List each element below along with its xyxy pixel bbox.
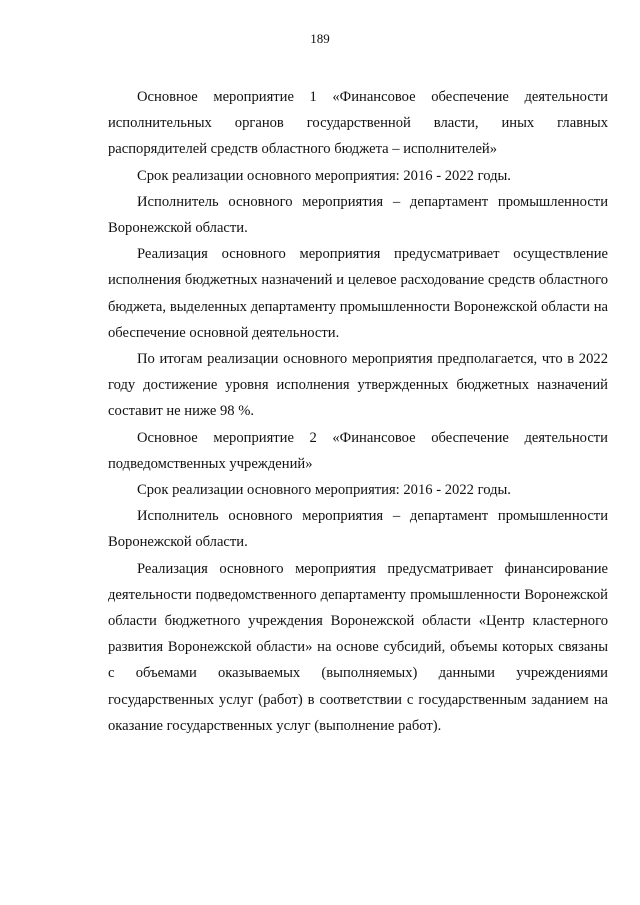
- paragraph-activity-1-results: По итогам реализации основного мероприятия предполагается, что в 2022 году достижение уровня исполнения утвержденных бюджетных назначений составит не ниже 98 %.: [108, 351, 608, 420]
- page-number: 189: [310, 31, 330, 46]
- paragraph-activity-1-implementation: Реализация основного мероприятия предусматривает осуществление исполнения бюджетных назначений и целевое расходование средств областного бюджета, выделенных департаменту промышленности Воронежской области на обеспечение основной деятельности.: [108, 246, 608, 341]
- paragraph-activity-2-executor: Исполнитель основного мероприятия – департамент промышленности Воронежской области.: [108, 508, 608, 551]
- paragraph-activity-1-period: Срок реализации основного мероприятия: 2016 - 2022 годы.: [137, 167, 511, 184]
- document-body: [108, 84, 608, 739]
- paragraph-activity-1-executor: Исполнитель основного мероприятия – департамент промышленности Воронежской области.: [108, 193, 608, 237]
- paragraph-activity-2-period: Срок реализации основного мероприятия: 2016 - 2022 годы.: [137, 482, 511, 499]
- paragraph-main-activity-2-title: Основное мероприятие 2 «Финансовое обеспечение деятельности подведомственных учреждений»: [108, 429, 608, 472]
- paragraph-activity-2-implementation: Реализация основного мероприятия предусматривает финансирование деятельности подведомственного департаменту промышленности Воронежской области бюджетного учреждения Воронежской области «Центр кластерного развития Воронежской области» на основе субсидий, объемы которых связаны с объемами оказываемых (выполняемых) данными учреждениями государственных услуг (работ) в соответствии с государственным заданием на оказание государственных услуг (выполнение работ).: [108, 560, 608, 734]
- paragraph-main-activity-1-title: Основное мероприятие 1 «Финансовое обеспечение деятельности исполнительных органов государственной власти, иных главных распорядителей средств областного бюджета – исполнителей»: [108, 89, 608, 158]
